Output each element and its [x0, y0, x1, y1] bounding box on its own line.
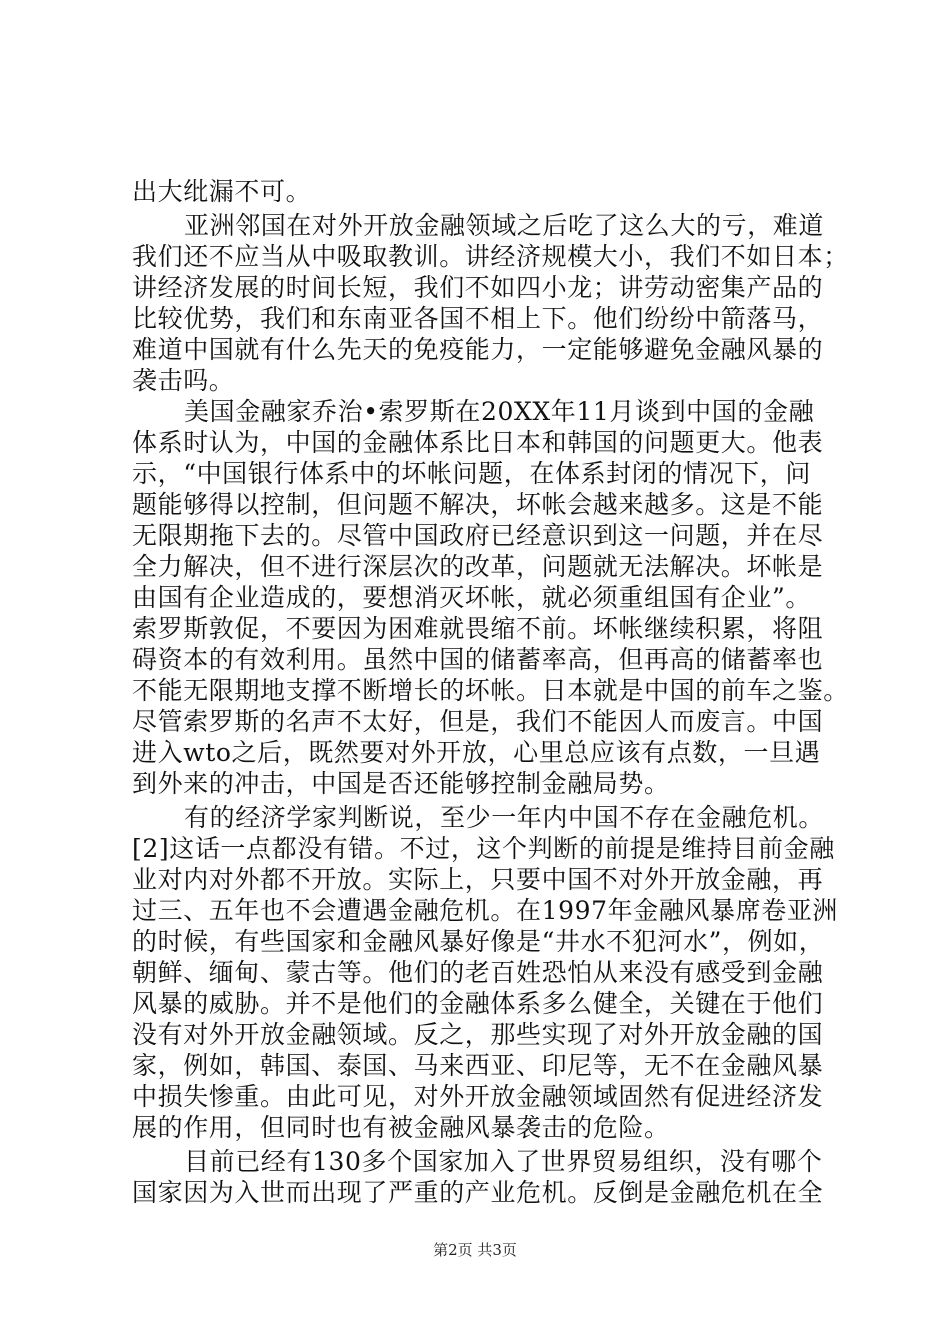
text-line: 的时候，有些国家和金融风暴好像是“井水不犯河水”，例如， — [132, 927, 825, 956]
text-line: 我们还不应当从中吸取教训。讲经济规模大小，我们不如日本； — [132, 242, 849, 271]
text-line: 示，“中国银行体系中的坏帐问题，在体系封闭的情况下，问 — [132, 459, 811, 488]
text-line: 体系时认为，中国的金融体系比日本和韩国的问题更大。他表 — [132, 428, 824, 457]
text-line: 亚洲邻国在对外开放金融领域之后吃了这么大的亏，难道 — [184, 211, 825, 240]
text-line: 袭击吗。 — [132, 366, 235, 395]
text-line: [2]这话一点都没有错。不过，这个判断的前提是维持目前金融 — [132, 834, 835, 863]
text-line: 进入wto之后，既然要对外开放，心里总应该有点数，一旦遇 — [132, 738, 821, 767]
text-line: 家，例如，韩国、泰国、马来西亚、印尼等，无不在金融风暴 — [132, 1051, 824, 1080]
text-line: 碍资本的有效利用。虽然中国的储蓄率高，但再高的储蓄率也 — [132, 645, 824, 674]
text-line: 业对内对外都不开放。实际上，只要中国不对外开放金融，再 — [132, 865, 824, 894]
text-line: 到外来的冲击，中国是否还能够控制金融局势。 — [132, 769, 670, 798]
text-line: 比较优势，我们和东南亚各国不相上下。他们纷纷中箭落马， — [132, 304, 824, 333]
text-line: 题能够得以控制，但问题不解决，坏帐会越来越多。这是不能 — [132, 490, 824, 519]
text-line: 朝鲜、缅甸、蒙古等。他们的老百姓恐怕从来没有感受到金融 — [132, 958, 824, 987]
text-line: 讲经济发展的时间长短，我们不如四小龙；讲劳动密集产品的 — [132, 273, 824, 302]
text-line: 展的作用，但同时也有被金融风暴袭击的危险。 — [132, 1113, 670, 1142]
text-line: 国家因为入世而出现了严重的产业危机。反倒是金融危机在全 — [132, 1178, 824, 1207]
text-line: 尽管索罗斯的名声不太好，但是，我们不能因人而废言。中国 — [132, 707, 824, 736]
text-line: 索罗斯敦促，不要因为困难就畏缩不前。坏帐继续积累，将阻 — [132, 614, 824, 643]
text-line: 目前已经有130多个国家加入了世界贸易组织，没有哪个 — [184, 1147, 823, 1176]
text-line: 过三、五年也不会遭遇金融危机。在1997年金融风暴席卷亚洲 — [132, 896, 839, 925]
text-line: 出大纰漏不可。 — [132, 177, 312, 206]
text-line: 无限期拖下去的。尽管中国政府已经意识到这一问题，并在尽 — [132, 521, 824, 550]
text-line: 中损失惨重。由此可见，对外开放金融领域固然有促进经济发 — [132, 1082, 824, 1111]
text-line: 由国有企业造成的，要想消灭坏帐，就必须重组国有企业”。 — [132, 583, 811, 612]
page-footer: 第2页 共3页 — [433, 1241, 517, 1259]
text-line: 没有对外开放金融领域。反之，那些实现了对外开放金融的国 — [132, 1020, 824, 1049]
text-line: 有的经济学家判断说，至少一年内中国不存在金融危机。 — [184, 803, 825, 832]
text-line: 风暴的威胁。并不是他们的金融体系多么健全，关键在于他们 — [132, 989, 824, 1018]
text-line: 美国金融家乔治•索罗斯在20XX年11月谈到中国的金融 — [184, 397, 815, 426]
text-line: 难道中国就有什么先天的免疫能力，一定能够避免金融风暴的 — [132, 335, 824, 364]
text-line: 全力解决，但不进行深层次的改革，问题就无法解决。坏帐是 — [132, 552, 824, 581]
text-line: 不能无限期地支撑不断增长的坏帐。日本就是中国的前车之鉴。 — [132, 676, 849, 705]
